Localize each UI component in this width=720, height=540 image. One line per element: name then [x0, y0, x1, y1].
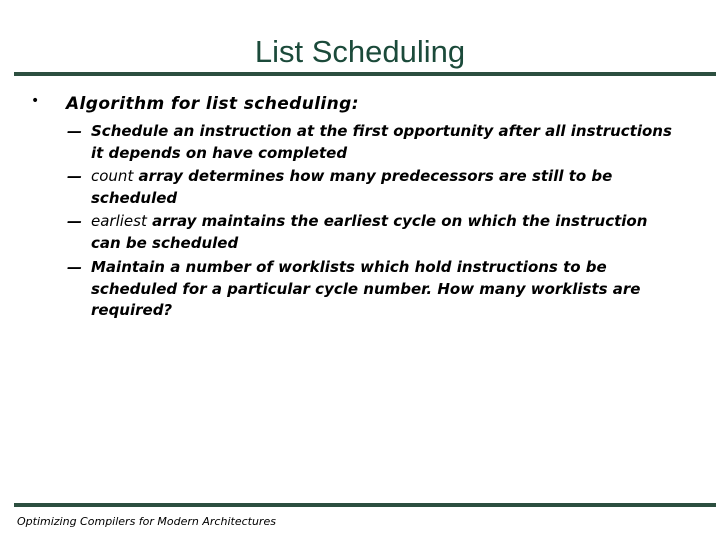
sub-item-dash: — [67, 167, 82, 185]
sub-item-dash: — [67, 212, 82, 230]
sub-item-2 [67, 166, 612, 209]
sub-item-line: array maintains the earliest cycle on which the instruction [146, 212, 648, 230]
footer-divider [14, 503, 716, 507]
sub-item-line: it depends on have completed [91, 143, 348, 162]
sub-item-3 [67, 211, 647, 254]
footer-text: Optimizing Compilers for Modern Architectures [17, 515, 276, 528]
slide-title: List Scheduling [254, 34, 466, 69]
sub-item-line: array determines how many predecessors are still to be [133, 167, 613, 185]
title-divider [14, 72, 716, 76]
sub-item-dash: — [67, 258, 82, 276]
sub-item-4 [67, 257, 641, 322]
sub-item-line: Schedule an instruction at the first opportunity after all instructions [91, 122, 672, 140]
sub-item-line: Maintain a number of worklists which hold instructions to be [91, 258, 607, 276]
sub-item-keyword: count [91, 167, 134, 185]
bullet-marker: • [31, 93, 40, 109]
bullet-text: Algorithm for list scheduling: [66, 94, 359, 114]
sub-item-line: scheduled for a particular cycle number. How many worklists are [91, 279, 641, 298]
sub-item-1 [67, 121, 672, 164]
sub-item-line: scheduled [91, 188, 178, 207]
sub-item-dash: — [67, 122, 82, 140]
sub-item-keyword: earliest [91, 212, 147, 230]
sub-item-line: required? [91, 301, 173, 319]
sub-item-line: can be scheduled [91, 233, 239, 252]
